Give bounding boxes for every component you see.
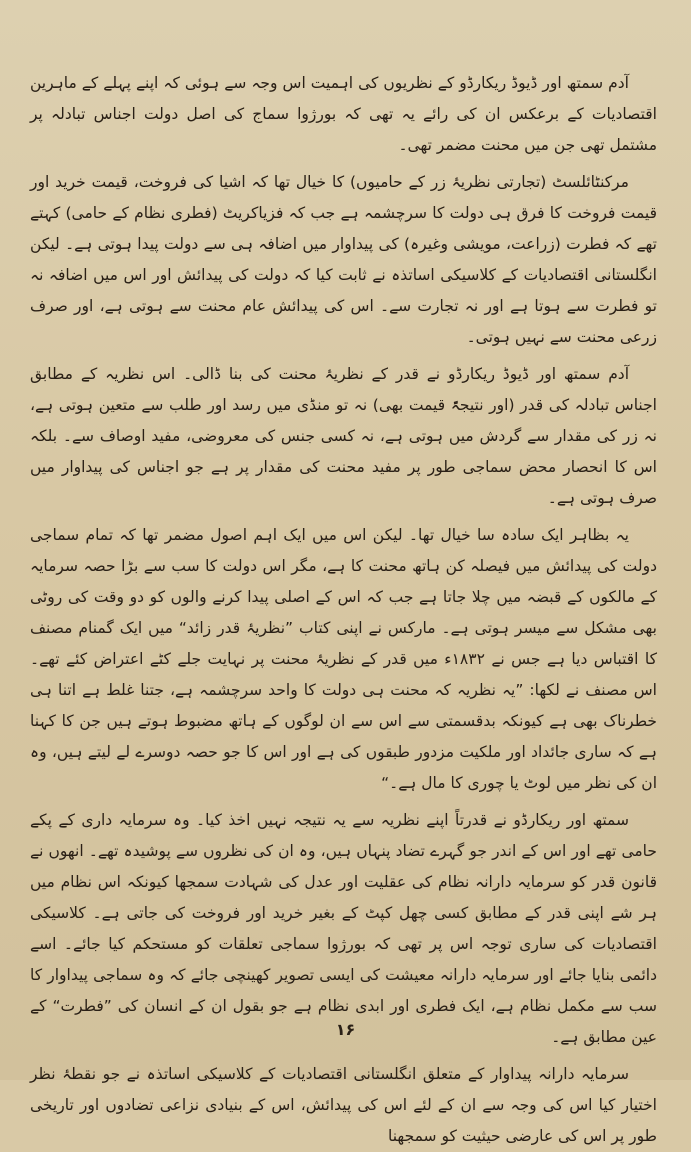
page-number: ۱۶ <box>335 1020 356 1039</box>
paragraph-6: سرمایہ دارانہ پیداوار کے متعلق انگلستانی اقتصادیات کے کلاسیکی اساتذہ نے جو نقطۂ نظر اختیار کیا اس کی وجہ سے ان کے لئے اس کی پیدائش، اس کے بنیادی نزاعی تضادوں اور تاریخی طور پر اس کی عارضی حیثیت کو سمجھنا <box>30 1065 657 1145</box>
paragraph-3: آدم سمتھ اور ڈیوڈ ریکارڈو نے قدر کے نظریۂ محنت کی بنا ڈالی۔ اس نظریہ کے مطابق اجناس تبادلہ کی قدر (اور نتیجۃً قیمت بھی) نہ تو منڈی میں رسد اور طلب سے متعین ہوتی ہے، نہ زر کی مقدار سے گردش میں ہوتی ہے، نہ کسی جنس کی معروضی، مفید اوصاف سے۔ بلکہ اس کا انحصار محض سماجی طور پر مفید محنت کی مقدار پر ہے جو اجناس کی پیداوار میں صرف ہوتی ہے۔ <box>30 365 657 507</box>
paragraph-2: مرکنٹائلسٹ (تجارتی نظریۂ زر کے حامیوں) کا خیال تھا کہ اشیا کی فروخت، قیمت خرید اور قیمت فروخت کا فرق ہی دولت کا سرچشمہ ہے جب کہ فزیاکریٹ (فطری نظام کے حامی) کہتے تھے کہ فطرت (زراعت، مویشی وغیرہ) کی پیداوار میں اضافہ ہی سے دولت پیدا ہوتی ہے۔ لیکن انگلستانی اقتصادیات کے کلاسیکی اساتذہ نے ثابت کیا کہ دولت کی پیدائش اور اس میں اضافہ نہ تو فطرت سے ہوتا ہے اور نہ تجارت سے۔ اس کی پیدائش عام محنت سے ہوتی ہے، اور صرف زرعی محنت سے نہیں ہوتی۔ <box>30 173 657 346</box>
paragraph-5: سمتھ اور ریکارڈو نے قدرتاً اپنے نظریہ سے یہ نتیجہ نہیں اخذ کیا۔ وہ سرمایہ داری کے پکے حامی تھے اور اس کے اندر جو گہرے تضاد پنہاں ہیں، وہ ان کی نظروں سے پوشیدہ تھے۔ انھوں نے قانون قدر کو سرمایہ دارانہ نظام کی عقلیت اور عدل کی شہادت سمجھا کیونکہ اس نظام میں ہر شے اپنی قدر کے مطابق کسی چھل کپٹ کے بغیر خرید اور فروخت کی جاتی ہے۔ کلاسیکی اقتصادیات کی ساری توجہ اس پر تھی کہ بورژوا سماجی تعلقات کو مستحکم کیا جائے۔ اسے دائمی بنایا جائے اور سرمایہ دارانہ معیشت کی ایسی تصویر کھینچی جائے کہ وہ سماجی پیداوار کا سب سے مکمل نظام ہے، ایک فطری اور ابدی نظام ہے جو بقول ان کے انسان کی ”فطرت“ کے عین مطابق ہے۔ <box>30 811 657 1046</box>
page-text <box>30 68 657 1152</box>
paragraph-1: آدم سمتھ اور ڈیوڈ ریکارڈو کے نظریوں کی اہمیت اس وجہ سے ہوئی کہ اپنے پہلے کے ماہرین اقتصادیات کے برعکس ان کی رائے یہ تھی کہ بورژوا سماج کی اصل دولت اجناس تبادلہ پر مشتمل تھی جن میں محنت مضمر تھی۔ <box>30 74 657 154</box>
paragraph-4: یہ بظاہر ایک سادہ سا خیال تھا۔ لیکن اس میں ایک اہم اصول مضمر تھا کہ تمام سماجی دولت کی پیدائش میں فیصلہ کن ہاتھ محنت کا ہے، مگر اس دولت کا سب سے بڑا حصہ سرمایہ کے مالکوں کے قبضہ میں چلا جاتا ہے جب کہ اس کے اصلی پیدا کرنے والوں کو دو وقت کی روٹی بھی مشکل سے میسر ہوتی ہے۔ مارکس نے اپنی کتاب ”نظریۂ قدر زائد“ میں ایک گمنام مصنف کا اقتباس دیا ہے جس نے ۱۸۳۲ء میں قدر کے نظریۂ محنت پر نہایت جلے کٹے اعتراض کئے تھے۔ اس مصنف نے لکھا: ”یہ نظریہ کہ محنت ہی دولت کا واحد سرچشمہ ہے، جتنا غلط ہے اتنا ہی خطرناک بھی ہے کیونکہ بدقسمتی سے اس سے ان لوگوں کے ہاتھ مضبوط ہوتے ہیں جن کا کہنا ہے کہ ساری جائداد اور ملکیت مزدور طبقوں کی ہے اور اس کا جو حصہ دوسرے لے لیتے ہیں، وہ ان کی نظر میں لوٹ یا چوری کا مال ہے۔“ <box>30 526 657 792</box>
